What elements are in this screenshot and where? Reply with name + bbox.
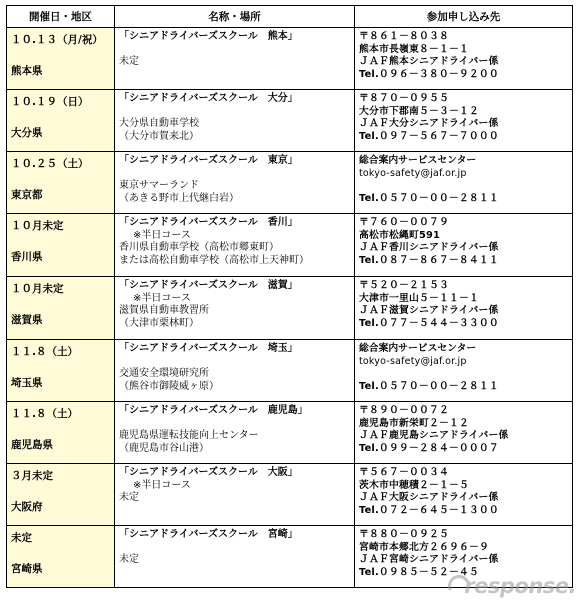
venue-line: 未定 (119, 554, 139, 565)
contact-line: 〒５２０－２１５３ (359, 280, 449, 291)
contact-cell (355, 402, 573, 464)
venue-line (119, 356, 350, 369)
event-date: 未定 (11, 532, 32, 544)
event-date: １１.８（土） (11, 408, 78, 420)
header-venue: 名称・場所 (115, 6, 355, 28)
event-date: １０月未定 (11, 220, 64, 232)
venue-line: 滋賀県自動車教習所 (119, 305, 209, 316)
table-row (7, 152, 573, 214)
venue-line: または高松自動車学校（高松市上天神町） (119, 254, 309, 266)
contact-cell (355, 90, 573, 152)
contact-phone: Tel.０８７－８６７－８４１１ (359, 254, 499, 266)
venue-line (119, 542, 350, 555)
contact-line: 総合案内サービスセンター (359, 155, 477, 166)
contact-line: 〒８７０－０９５５ (359, 93, 449, 104)
event-date: １０.２５（土） (11, 158, 89, 170)
prefecture: 宮崎県 (11, 563, 43, 575)
contact-line: ＪＡＦ宮崎シニアドライバー係 (359, 554, 499, 565)
event-date: ３月未定 (11, 470, 53, 482)
contact-phone: Tel.０７２－６４５－１３００ (359, 504, 499, 516)
contact-cell (355, 340, 573, 402)
date-area-cell (7, 340, 115, 402)
event-date: １０.１９（日） (11, 96, 89, 108)
watermark-text: response. (464, 574, 576, 598)
contact-phone: Tel.０９７－５６７－７０００ (359, 130, 499, 142)
venue-line: （熊谷市御陵威ヶ原） (119, 380, 219, 392)
table-row (7, 28, 573, 90)
event-date: １０月未定 (11, 283, 64, 295)
venue-line: ※半日コース (133, 292, 191, 304)
venue-line: 大分県自動車学校 (119, 118, 199, 129)
venue-cell (115, 526, 355, 588)
venue-cell (115, 90, 355, 152)
school-name: 「シニアドライバーズスクール 埼玉」 (119, 343, 298, 354)
school-name: 「シニアドライバーズスクール 滋賀」 (119, 280, 298, 291)
venue-cell (115, 152, 355, 214)
date-area-cell (7, 277, 115, 340)
venue-cell (115, 28, 355, 90)
table-row (7, 464, 573, 526)
contact-line: 〒５６７－００３４ (359, 467, 449, 478)
table-row (7, 340, 573, 402)
response-watermark (448, 574, 576, 598)
venue-line: 交通安全環境研究所 (119, 368, 209, 379)
venue-line (119, 106, 350, 119)
date-area-cell (7, 90, 115, 152)
school-name: 「シニアドライバーズスクール 熊本」 (119, 31, 298, 42)
contact-email: tokyo-safety@jaf.or.jp (359, 355, 467, 367)
table-row (7, 214, 573, 277)
prefecture: 熊本県 (11, 65, 43, 77)
venue-line (119, 168, 350, 181)
contact-line: 茨木市中穂積２－１－５ (359, 479, 469, 491)
date-area-cell (7, 214, 115, 277)
date-area-cell (7, 402, 115, 464)
contact-line (359, 368, 568, 381)
date-area-cell (7, 526, 115, 588)
school-name: 「シニアドライバーズスクール 宮崎」 (119, 529, 298, 540)
school-name: 「シニアドライバーズスクール 東京」 (119, 155, 298, 166)
contact-phone: Tel.０９６－３８０－９２００ (359, 68, 499, 80)
venue-line: ※半日コース (133, 229, 191, 241)
venue-line: 香川県自動車学校（高松市郷東町） (119, 242, 279, 253)
contact-line: ＪＡＦ熊本シニアドライバー係 (359, 56, 499, 67)
prefecture: 東京都 (11, 189, 43, 201)
school-name: 「シニアドライバーズスクール 鹿児島」 (119, 405, 308, 416)
contact-cell (355, 152, 573, 214)
contact-phone: Tel.０５７０－００－２８１１ (359, 192, 499, 204)
contact-line: ＪＡＦ大阪シニアドライバー係 (359, 492, 499, 503)
venue-cell (115, 214, 355, 277)
contact-phone: Tel.０９８５－５２－４５ (359, 566, 479, 578)
venue-line: （鹿児島市谷山港） (119, 442, 209, 454)
venue-cell (115, 402, 355, 464)
contact-line: 熊本市長嶺東８－１－１ (359, 43, 469, 55)
contact-cell (355, 28, 573, 90)
schedule-table (6, 5, 573, 588)
header-date-area: 開催日・地区 (7, 6, 115, 28)
contact-cell (355, 464, 573, 526)
prefecture: 埼玉県 (11, 377, 43, 389)
contact-line: 高松市松縄町591 (359, 229, 441, 241)
contact-cell (355, 214, 573, 277)
venue-cell (115, 340, 355, 402)
venue-line: 未定 (119, 56, 139, 67)
contact-phone: Tel.０９９－２８４－０００７ (359, 442, 499, 454)
contact-line: 〒８８０－０９２５ (359, 529, 449, 540)
venue-line (119, 44, 350, 57)
contact-line: 〒８６１－８０３８ (359, 31, 449, 42)
date-area-cell (7, 152, 115, 214)
school-name: 「シニアドライバーズスクール 大分」 (119, 93, 298, 104)
header-contact: 参加申し込み先 (355, 6, 573, 28)
contact-email: tokyo-safety@jaf.or.jp (359, 167, 467, 179)
venue-cell (115, 277, 355, 340)
prefecture: 大阪府 (11, 501, 43, 513)
contact-line: ＪＡＦ鹿児島シニアドライバー係 (359, 430, 509, 441)
contact-phone: Tel.０５７０－００－２８１１ (359, 380, 499, 392)
venue-cell (115, 464, 355, 526)
header-row (7, 6, 573, 28)
table-row (7, 277, 573, 340)
table-row (7, 402, 573, 464)
table-row (7, 90, 573, 152)
venue-line: （あきる野市上代継白岩） (119, 192, 239, 204)
contact-phone: Tel.０７７－５４４－３３００ (359, 317, 499, 329)
school-name: 「シニアドライバーズスクール 大阪」 (119, 467, 298, 478)
contact-line: ＪＡＦ香川シニアドライバー係 (359, 242, 499, 253)
prefecture: 鹿児島県 (11, 439, 53, 451)
contact-line: 総合案内サービスセンター (359, 343, 477, 354)
venue-line: （大分市賀来北） (119, 130, 199, 142)
venue-line: （大津市栗林町） (119, 317, 199, 329)
date-area-cell (7, 28, 115, 90)
venue-line (119, 418, 350, 431)
venue-line: 未定 (119, 492, 139, 503)
event-date: １０.１３（月/祝） (11, 34, 103, 46)
venue-line: 東京サマーランド (119, 180, 199, 191)
venue-line: 鹿児島県運転技能向上センター (119, 430, 259, 441)
contact-line: 大津市一里山５－１１－１ (359, 292, 479, 304)
contact-line: 鹿児島市新栄町２－１２ (359, 417, 469, 429)
contact-line: 大分市下郡南５－３－１２ (359, 105, 479, 117)
school-name: 「シニアドライバーズスクール 香川」 (119, 217, 298, 228)
contact-cell (355, 277, 573, 340)
contact-line: ＪＡＦ滋賀シニアドライバー係 (359, 305, 499, 316)
contact-line (359, 180, 568, 193)
date-area-cell (7, 464, 115, 526)
contact-line: 〒７６０－００７９ (359, 217, 449, 228)
contact-line: ＪＡＦ大分シニアドライバー係 (359, 118, 499, 129)
contact-line: 宮崎市本郷北方２６９６－９ (359, 541, 489, 553)
contact-line: 〒８９０－００７２ (359, 405, 449, 416)
prefecture: 香川県 (11, 251, 43, 263)
event-date: １１.８（土） (11, 346, 78, 358)
prefecture: 滋賀県 (11, 314, 43, 326)
venue-line: ※半日コース (133, 479, 191, 491)
prefecture: 大分県 (11, 127, 43, 139)
